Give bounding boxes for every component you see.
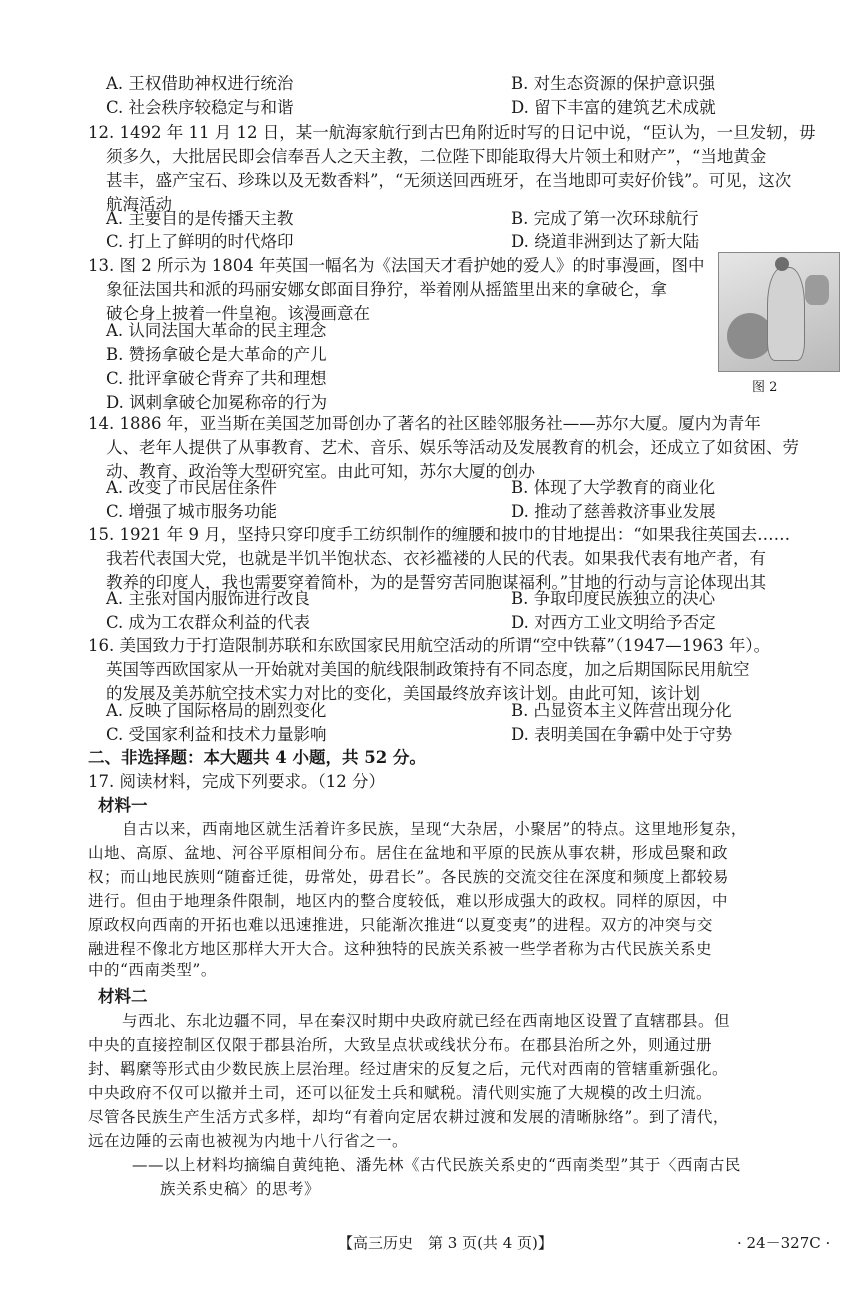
q12-stem-line3: 甚丰，盛产宝石、珍珠以及无数香料”，“无须送回西班牙，在当地即可卖好价钱”。可见，这次 <box>106 171 792 190</box>
material2-line: 封、羁縻等形式由少数民族上层治理。经过唐宋的反复之后，元代对西南的管辖重新强化。 <box>88 1060 729 1078</box>
q13-stem-line1: 13. 图 2 所示为 1804 年英国一幅名为《法国天才看护她的爱人》的时事漫画，图中 <box>88 256 705 275</box>
cartoon-figure-image <box>718 252 840 372</box>
material2-line: 尽管各民族生产生活方式多样，却均“有着向定居农耕过渡和发展的清晰脉络”。到了清代， <box>88 1108 729 1126</box>
q16-stem-line2: 英国等西欧国家从一开始就对美国的航线限制政策持有不同态度，加之后期国际民用航空 <box>106 660 750 679</box>
section-heading-nonchoice: 二、非选择题：本大题共 4 小题，共 52 分。 <box>88 748 426 767</box>
exam-code: · 24－327C · <box>737 1234 831 1252</box>
q14-stem-line2: 人、老年人提供了从事教育、艺术、音乐、娱乐等活动及发展教育的机会，还成立了如贫困、劳 <box>106 438 799 457</box>
source-citation-line1: ——以上材料均摘编自黄纯艳、潘先林《古代民族关系史的“西南类型”其于〈西南古民 <box>132 1156 741 1174</box>
q13-stem-line3: 破仑身上披着一件皇袍。该漫画意在 <box>106 304 370 323</box>
q12-option-b: B. 完成了第一次环球航行 <box>511 209 699 228</box>
material1-line: 原政权向西南的开拓也难以迅速推进，只能渐次推进“以夏变夷”的进程。双方的冲突与交 <box>88 916 713 934</box>
q16-option-a: A. 反映了国际格局的剧烈变化 <box>106 701 327 720</box>
q15-option-b: B. 争取印度民族独立的决心 <box>511 589 716 608</box>
q14-stem-line1: 14. 1886 年，亚当斯在美国芝加哥创办了著名的社区睦邻服务社——苏尔大厦。厦内为青年 <box>88 414 761 433</box>
figure-caption: 图 2 <box>752 380 778 395</box>
q14-stem-line3: 动、教育、政治等大型研究室。由此可知，苏尔大厦的创办 <box>106 462 535 481</box>
q16-stem-line3: 的发展及美苏航空技术实力对比的变化，美国最终放弃该计划。由此可知，该计划 <box>106 684 700 703</box>
q15-option-c: C. 成为工农群众利益的代表 <box>106 613 311 632</box>
q11-option-b: B. 对生态资源的保护意识强 <box>511 74 716 93</box>
q13-option-c: C. 批评拿破仑背弃了共和理想 <box>106 369 327 388</box>
q16-stem-line1: 16. 美国致力于打造限制苏联和东欧国家民用航空活动的所谓“空中铁幕”（1947—1963 年）。 <box>88 636 771 655</box>
material1-line: 自古以来，西南地区就生活着许多民族，呈现“大杂居，小聚居”的特点。这里地形复杂， <box>122 820 747 838</box>
material1-label: 材料一 <box>98 796 148 815</box>
material2-line: 中央的直接控制区仅限于郡县治所，大致呈点状或线状分布。在郡县治所之外，则通过册 <box>88 1036 713 1054</box>
q17-title: 17. 阅读材料，完成下列要求。（12 分） <box>88 772 385 791</box>
q16-option-c: C. 受国家利益和技术力量影响 <box>106 725 327 744</box>
q12-stem-line4: 航海活动 <box>106 195 172 214</box>
material2-label: 材料二 <box>98 987 148 1006</box>
source-citation-line2: 族关系史稿〉的思考》 <box>160 1180 321 1198</box>
material1-line: 融进程不像北方地区那样大开大合。这种独特的民族关系被一些学者称为古代民族关系史 <box>88 940 713 958</box>
q15-stem-line2: 我若代表国大党，也就是半饥半饱状态、衣衫褴褛的人民的代表。如果我代表有地产者，有 <box>106 549 766 568</box>
q16-option-b: B. 凸显资本主义阵营出现分化 <box>511 701 732 720</box>
material2-line: 与西北、东北边疆不同，早在秦汉时期中央政府就已经在西南地区设置了直辖郡县。但 <box>122 1012 731 1030</box>
material2-line: 远在边陲的云南也被视为内地十八行省之一。 <box>88 1132 409 1150</box>
q12-option-c: C. 打上了鲜明的时代烙印 <box>106 232 294 251</box>
q12-stem-line2: 须多久，大批居民即会信奉吾人之天主教，二位陛下即能取得大片领土和财产”，“当地黄金 <box>106 147 767 166</box>
q13-stem-line2: 象征法国共和派的玛丽安娜女郎面目狰狞，举着刚从摇篮里出来的拿破仑，拿 <box>106 280 667 299</box>
q15-option-a: A. 主张对国内服饰进行改良 <box>106 589 310 608</box>
q15-stem-line1: 15. 1921 年 9 月，坚持只穿印度手工纺织制作的缠腰和披巾的甘地提出：“如果我往英国去…… <box>88 525 791 544</box>
q14-option-a: A. 改变了市民居住条件 <box>106 478 277 497</box>
material1-line: 山地、高原、盆地、河谷平原相间分布。居住在盆地和平原的民族从事农耕，形成邑聚和政 <box>88 844 729 862</box>
page-footer: 【高三历史 第 3 页(共 4 页)】 <box>338 1234 553 1252</box>
q13-option-a: A. 认同法国大革命的民主理念 <box>106 321 327 340</box>
material1-line: 进行。但由于地理条件限制，地区内的整合度较低，难以形成强大的政权。同样的原因，中 <box>88 892 729 910</box>
q12-stem-line1: 12. 1492 年 11 月 12 日，某一航海家航行到古巴角附近时写的日记中说，“臣认为，一旦发轫，毋 <box>88 123 816 142</box>
material2-line: 中央政府不仅可以撤并土司，还可以征发土兵和赋税。清代则实施了大规模的改土归流。 <box>88 1084 713 1102</box>
q12-option-a: A. 主要目的是传播天主教 <box>106 209 294 228</box>
material1-line: 权；而山地民族则“随畜迁徙，毋常处，毋君长”。各民族的交流交往在深度和频度上都较易 <box>88 868 729 886</box>
q14-option-c: C. 增强了城市服务功能 <box>106 502 278 521</box>
q15-option-d: D. 对西方工业文明给予否定 <box>511 613 716 632</box>
q11-option-d: D. 留下丰富的建筑艺术成就 <box>511 98 716 117</box>
material1-line: 中的“西南类型”。 <box>88 961 217 979</box>
q16-option-d: D. 表明美国在争霸中处于守势 <box>511 725 733 744</box>
q13-option-b: B. 赞扬拿破仑是大革命的产儿 <box>106 345 327 364</box>
q14-option-b: B. 体现了大学教育的商业化 <box>511 478 716 497</box>
q14-option-d: D. 推动了慈善救济事业发展 <box>511 502 716 521</box>
q12-option-d: D. 绕道非洲到达了新大陆 <box>511 232 700 251</box>
q11-option-c: C. 社会秩序较稳定与和谐 <box>106 98 294 117</box>
q13-option-d: D. 讽刺拿破仑加冕称帝的行为 <box>106 393 328 412</box>
q11-option-a: A. 王权借助神权进行统治 <box>106 74 294 93</box>
q15-stem-line3: 教养的印度人，我也需要穿着简朴，为的是誓穷苦同胞谋福利。”甘地的行动与言论体现出其 <box>106 573 767 592</box>
